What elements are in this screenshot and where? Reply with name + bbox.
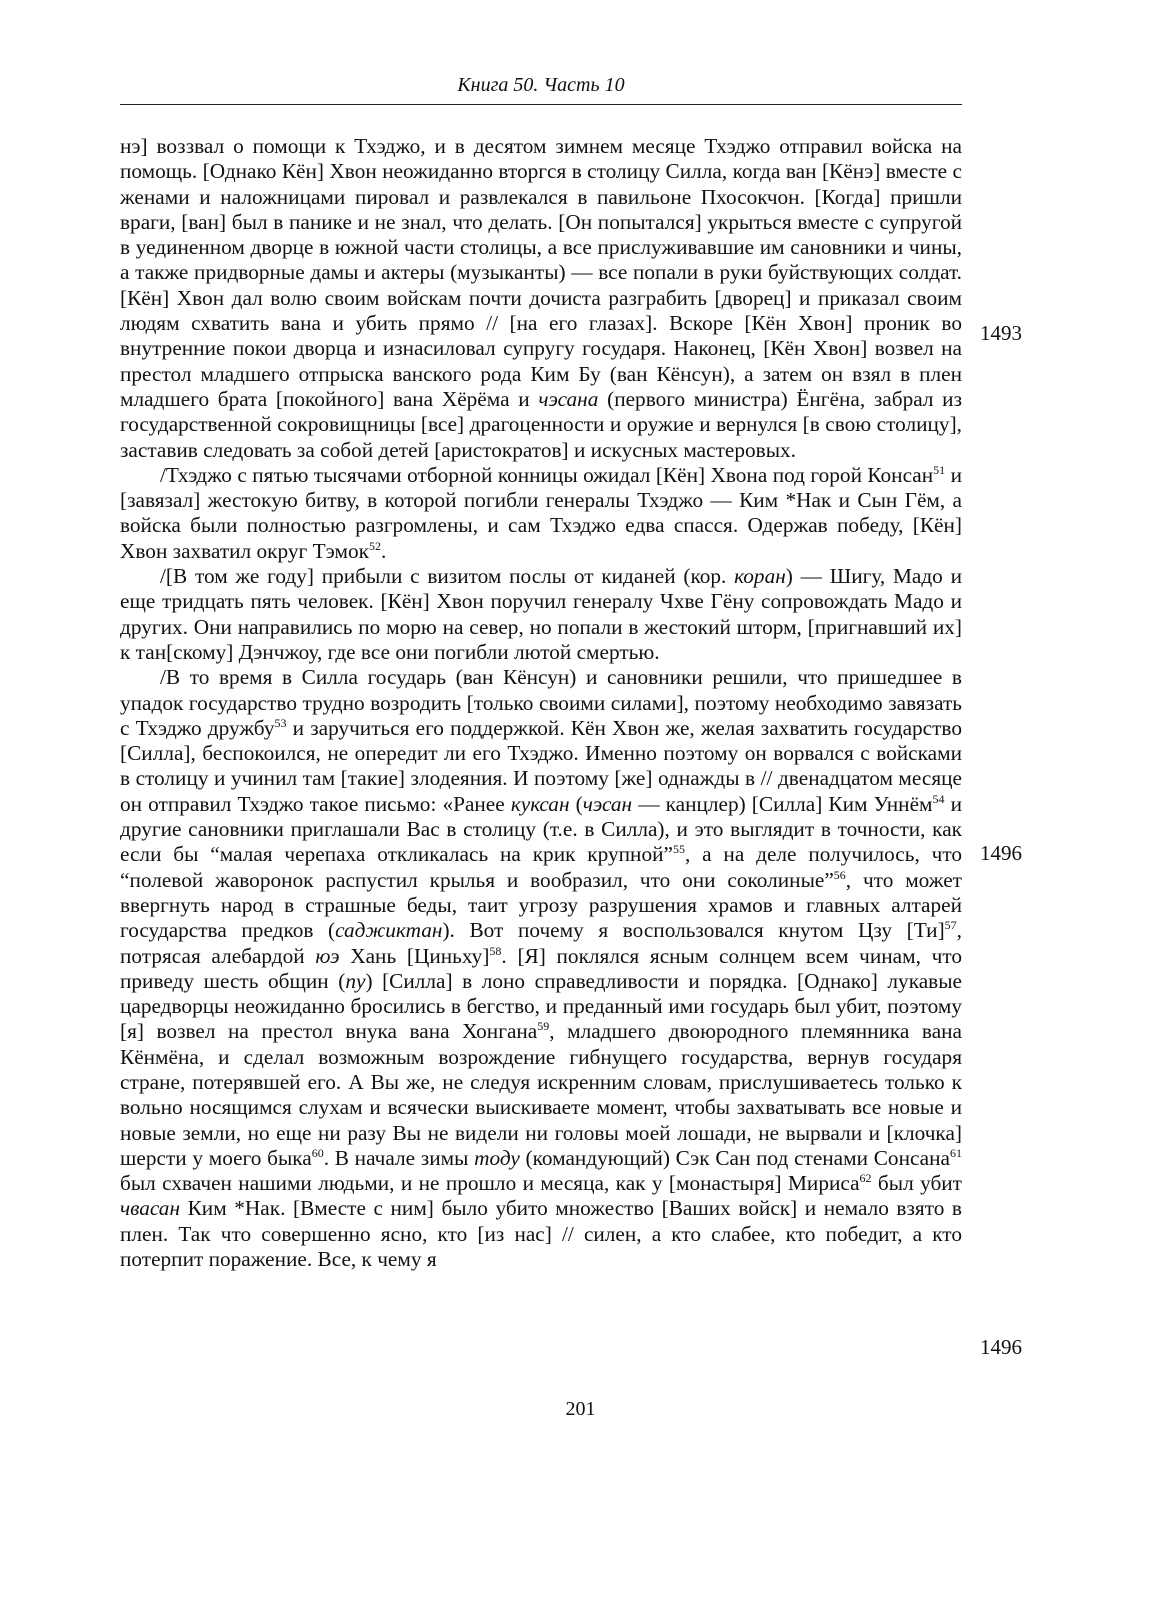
- text-run: /[В том же году] прибыли с визитом послы от киданей (кор.: [160, 564, 735, 589]
- paragraph-1: [120, 134, 962, 463]
- footnote-ref: 55: [672, 842, 685, 857]
- footnote-ref: 51: [933, 462, 946, 477]
- italic-term: пу: [345, 968, 366, 993]
- footnote-ref: 57: [944, 918, 957, 933]
- text-run: Хань [Циньху]: [339, 943, 490, 968]
- italic-term: тоду: [474, 1145, 520, 1170]
- margin-note-1496-first: 1496: [980, 841, 1022, 865]
- text-run: . В начале зимы: [323, 1145, 475, 1170]
- italic-term: чэсан: [582, 791, 633, 816]
- footnote-ref: 53: [274, 715, 287, 730]
- italic-term: коран: [734, 564, 786, 589]
- running-head: Книга 50. Часть 10: [457, 74, 625, 96]
- paragraph-3: [120, 564, 962, 665]
- text-run: ). Вот почему я воспользовался кнутом Цзу [Ти]: [442, 918, 945, 943]
- italic-term: юэ: [315, 943, 340, 968]
- text-run: ) — Шигу, Мадо и еще тридцать пять человек. [Кён] Хвон поручил генералу Чхве Гёну сопровождать Мадо и других. Они направились по морю на север, но попали в жестокий шторм, [пригнавший их] к тан[скому] Дэнчжоу, где все они погибли лютой смертью.: [120, 564, 962, 664]
- italic-term: куксан: [510, 791, 570, 816]
- footnote-ref: 56: [833, 867, 846, 882]
- text-run: и другие сановники приглашали Вас в столицу (т.е. в Силла), и это выглядит в точности, как если бы “малая черепаха откликалась на крик крупной”: [120, 791, 962, 867]
- text-run: , а на деле получилось, что “полевой жаворонок распустил крылья и вообразил, что они соколиные”: [120, 842, 962, 892]
- text-run: нэ] воззвал о помощи к Тхэджо, и в десятом зимнем месяце Тхэджо отправил войска на помощь. [Однако Кён] Хвон неожиданно вторгся в столицу Силла, когда ван [Кёнэ] вместе с женами и наложницами пировал и развлекался в павильоне Пхосокчон. [Когда] пришли враги, [ван] был в панике и не знал, что делать. [Он попытался] укрыться вместе с супругой в уединенном дворце в южной части столицы, а все прислуживавшие им сановники и чины, а также придворные дамы и актеры (музыканты) — все попали в руки буйствующих солдат. [Кён] Хвон дал волю своим войскам почти дочиста разграбить [дворец] и приказал своим людям схватить вана и убить прямо // [на его глазах]. Вскоре [Кён Хвон] проник во внутренние покои дворца и изнасиловал супругу государя. Наконец, [Кён Хвон] возвел на престол младшего отпрыска ванского рода Ким Бу (ван Кёнсун), а затем он взял в плен младшего брата [покойного] вана Хёрёма и: [120, 134, 962, 411]
- text-run: .: [381, 538, 387, 563]
- margin-note-1496-second: 1496: [980, 1335, 1022, 1359]
- paragraph-2: [120, 463, 962, 564]
- header-rule: [120, 104, 962, 105]
- text-run: и [завязал] жестокую битву, в которой погибли генералы Тхэджо — Ким *Нак и Сын Гём, а войска были полностью разгромлены, и сам Тхэджо едва спасся. Одержав победу, [Кён] Хвон захватил округ Тэмок: [120, 462, 962, 563]
- text-run: , что может ввергнуть народ в страшные беды, таит угрозу разрушения храмов и главных алтарей государства предков (: [120, 867, 962, 943]
- text-run: . [Я] поклялся ясным солнцем всем чинам, что приведу шесть общин (: [120, 943, 962, 993]
- text-run: /Тхэджо с пятью тысячами отборной конницы ожидал [Кён] Хвона под горой Консан: [160, 462, 934, 487]
- footnote-ref: 59: [537, 1019, 550, 1034]
- paragraph-4: [120, 665, 962, 1272]
- text-run: Ким *Нак. [Вместе с ним] было убито множество [Ваших войск] и немало взято в плен. Так что совершенно ясно, кто [из нас] // силен, а кто слабее, кто победит, а кто потерпит поражение. Все, к чему я: [120, 1196, 962, 1272]
- text-run: был схвачен нашими людьми, и не прошло и месяца, как у [монастыря] Мириса: [120, 1171, 860, 1196]
- text-run: был убит: [871, 1171, 962, 1196]
- italic-term: саджиктан: [335, 918, 443, 943]
- text-run: , младшего двоюродного племянника вана Кёнмёна, и сделал возможным возрождение гибнущего государства, вернув государя стране, потерявшей его. А Вы же, не следуя искренним словам, прислушиваетесь только к вольно носящимся слухам и всячески выискиваете момент, чтобы захватывать все новые и новые земли, но еще ни разу Вы не видели ни головы моей лошади, не вырвали и [клочка] шерсти у моего быка: [120, 1019, 962, 1170]
- text-run: (первого министра) Ёнгёна, забрал из государственной сокровищницы [все] драгоценности и оружие и вернулся [в свою столицу], заставив следовать за собой детей [аристократов] и искусных мастеровых.: [120, 386, 962, 462]
- text-run: — канцлер) [Силла] Ким Уннём: [632, 791, 933, 816]
- text-run: ) [Силла] в лоно справедливости и порядка. [Однако] лукавые царедворцы неожиданно бросились в бегство, и преданный ими государь был убит, поэтому [я] возвел на престол внука вана Хонгана: [120, 968, 962, 1044]
- footnote-ref: 61: [949, 1145, 962, 1160]
- margin-note-1493: 1493: [980, 321, 1022, 345]
- footnote-ref: 60: [311, 1145, 324, 1160]
- text-run: /В то время в Силла государь (ван Кёнсун) и сановники решили, что пришедшее в упадок государство трудно возродить [только своими силами], поэтому необходимо завязать с Тхэджо дружбу: [120, 665, 962, 740]
- footnote-ref: 54: [932, 791, 945, 806]
- italic-term: чэсана: [538, 386, 599, 411]
- italic-term: чвасан: [120, 1196, 181, 1221]
- footnote-ref: 58: [489, 943, 502, 958]
- text-run: и заручиться его поддержкой. Кён Хвон же, желая захватить государство [Силла], беспокоился, не опередит ли его Тхэджо. Именно поэтому он ворвался с войсками в столицу и учинил там [такие] злодеяния. И поэтому [же] однажды в // двенадцатом месяце он отправил Тхэджо такое письмо: «Ранее: [120, 715, 962, 816]
- text-run: (: [569, 791, 583, 816]
- footnote-ref: 52: [369, 538, 382, 553]
- text-run: , потрясая алебардой: [120, 918, 962, 968]
- text-run: (командующий) Сэк Сан под стенами Сонсана: [519, 1145, 950, 1170]
- footnote-ref: 62: [859, 1171, 872, 1186]
- body-text: [120, 134, 962, 1272]
- page-number: 201: [565, 1398, 596, 1420]
